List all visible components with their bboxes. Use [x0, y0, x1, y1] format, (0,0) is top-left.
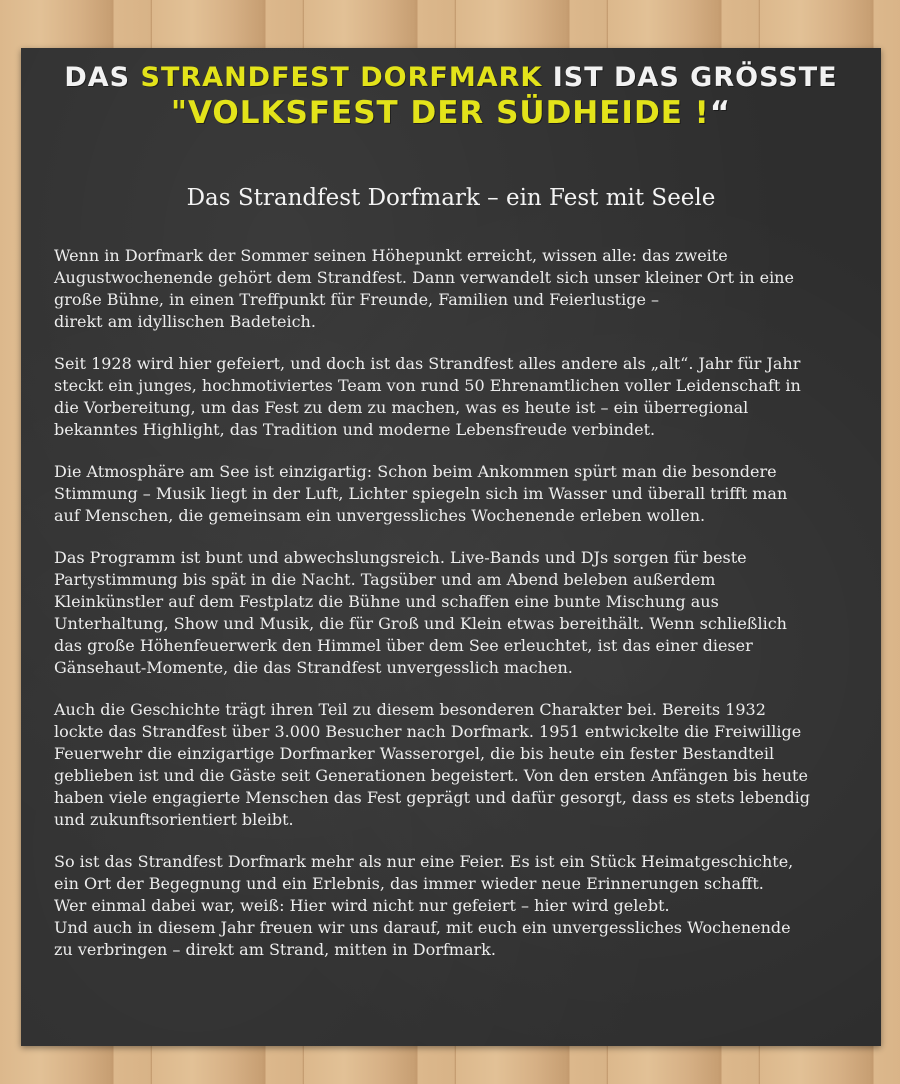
subtitle: Das Strandfest Dorfmark – ein Fest mit Seele [186, 184, 716, 211]
chalkboard [21, 48, 881, 1046]
headline-line-2 [21, 95, 881, 133]
headline-text-volksfest: "VOLKSFEST DER SÜDHEIDE ! [170, 94, 710, 131]
paragraph: So ist das Strandfest Dorfmark mehr als nur eine Feier. Es ist ein Stück Heimatgeschichte, ein Ort der Begegnung und ein Erlebnis, das immer wieder neue Erinnerungen schafft. Wer einmal dabei war, weiß: Hier wird nicht nur gefeiert – hier wird gelebt. Und auch in diesem Jahr freuen wir uns darauf, mit euch ein unvergessliches Wochenende zu verbringen – direkt am Strand, mitten in Dorfmark. [54, 851, 794, 959]
headline-text-strandfest: STRANDFEST DORFMARK [140, 62, 543, 93]
headline-text-groesste: IST DAS GRÖSSTE [542, 62, 838, 93]
headline-closing-quote: “ [709, 94, 732, 131]
body-text [21, 211, 881, 961]
headline-line-1 [21, 62, 881, 95]
paragraph: Das Programm ist bunt und abwechslungsreich. Live-Bands und DJs sorgen für beste Partystimmung bis spät in die Nacht. Tagsüber und am Abend beleben außerdem Kleinkünstler auf dem Festplatz die Bühne und schaffen eine bunte Mischung aus Unterhaltung, Show und Musik, die für Groß und Klein etwas bereithält. Wenn schließlich das große Höhenfeuerwerk den Himmel über dem See erleuchtet, ist das einer dieser Gänsehaut-Momente, die das Strandfest unvergesslich machen. [54, 547, 787, 677]
paragraph: Seit 1928 wird hier gefeiert, und doch ist das Strandfest alles andere als „alt“. Jahr für Jahr steckt ein junges, hochmotiviertes Team von rund 50 Ehrenamtlichen voller Leidenschaft in die Vorbereitung, um das Fest zu dem zu machen, was es heute ist – ein überregional bekanntes Highlight, das Tradition und moderne Lebensfreude verbindet. [54, 353, 801, 439]
headline [21, 48, 881, 133]
headline-text-das: DAS [64, 62, 141, 93]
paragraph: Die Atmosphäre am See ist einzigartig: Schon beim Ankommen spürt man die besondere Stimmung – Musik liegt in der Luft, Lichter spiegeln sich im Wasser und überall trifft man auf Menschen, die gemeinsam ein unvergessliches Wochenende erleben wollen. [54, 461, 788, 525]
paragraph: Wenn in Dorfmark der Sommer seinen Höhepunkt erreicht, wissen alle: das zweite Augustwochenende gehört dem Strandfest. Dann verwandelt sich unser kleiner Ort in eine große Bühne, in einen Treffpunkt für Freunde, Familien und Feierlustige – direkt am idyllischen Badeteich. [54, 245, 794, 331]
paragraph: Auch die Geschichte trägt ihren Teil zu diesem besonderen Charakter bei. Bereits 1932 lockte das Strandfest über 3.000 Besucher nach Dorfmark. 1951 entwickelte die Freiwillige Feuerwehr die einzigartige Dorfmarker Wasserorgel, die bis heute ein fester Bestandteil geblieben ist und die Gäste seit Generationen begeistert. Von den ersten Anfängen bis heute haben viele engagierte Menschen das Fest geprägt und dafür gesorgt, dass es stets lebendig und zukunftsorientiert bleibt. [54, 699, 810, 829]
